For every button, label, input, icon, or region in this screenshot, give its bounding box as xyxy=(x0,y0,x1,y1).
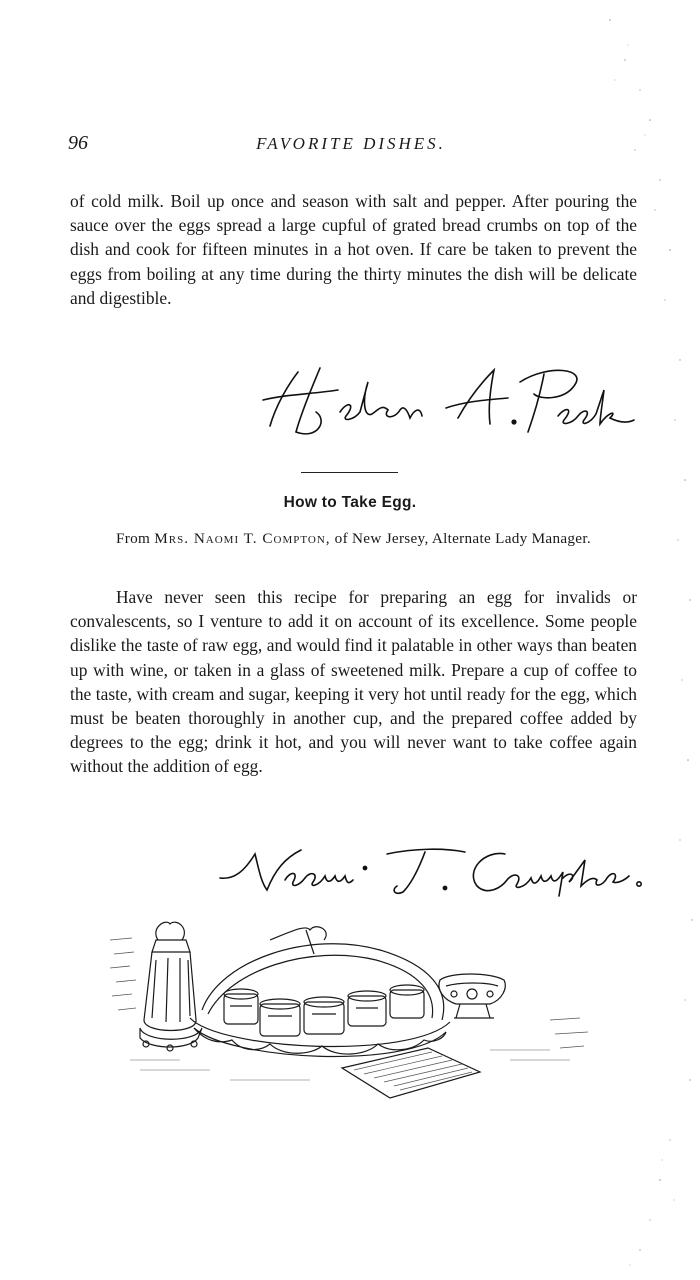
page-number: 96 xyxy=(68,132,88,154)
section-divider xyxy=(301,472,398,473)
running-head xyxy=(66,132,636,162)
attribution-name: Mrs. Naomi T. Compton, xyxy=(154,530,331,547)
signature-naomi-compton xyxy=(215,840,645,900)
paragraph-continuation: of cold milk. Boil up once and season with salt and pepper. After pouring the sauce over the eggs spread a large cupful of grated bread crumbs on top of the dish and cook for fifteen minutes in a hot oven. If care be taken to prevent the eggs from boiling at any time during the thirty minutes the dish will be delicate and digestible. xyxy=(70,191,637,308)
recipe-body: Have never seen this recipe for preparing an egg for invalids or convalescents, so I venture to add it on account of its excellence. Some people dislike the taste of raw egg, and would find it palatable in other ways than beaten up with wine, or taken in a glass of sweetened milk. Prepare a cup of coffee to the taste, with cream and sugar, keeping it very hot until ready for the egg, which must be beaten thoroughly in another cup, and the prepared coffee added by degrees to the egg; drink it hot, and you will never want to take coffee again without the addition of egg. xyxy=(70,587,637,777)
attribution-from: From xyxy=(116,530,151,547)
signature-helen-peck xyxy=(258,360,638,440)
attribution-rest: of New Jersey, Alternate Lady Manager. xyxy=(334,530,591,547)
recipe-attribution xyxy=(70,528,637,549)
running-title: FAVORITE DISHES. xyxy=(256,134,446,153)
tea-service-engraving-icon xyxy=(110,910,590,1125)
recipe-title: How to Take Egg. xyxy=(283,494,417,511)
